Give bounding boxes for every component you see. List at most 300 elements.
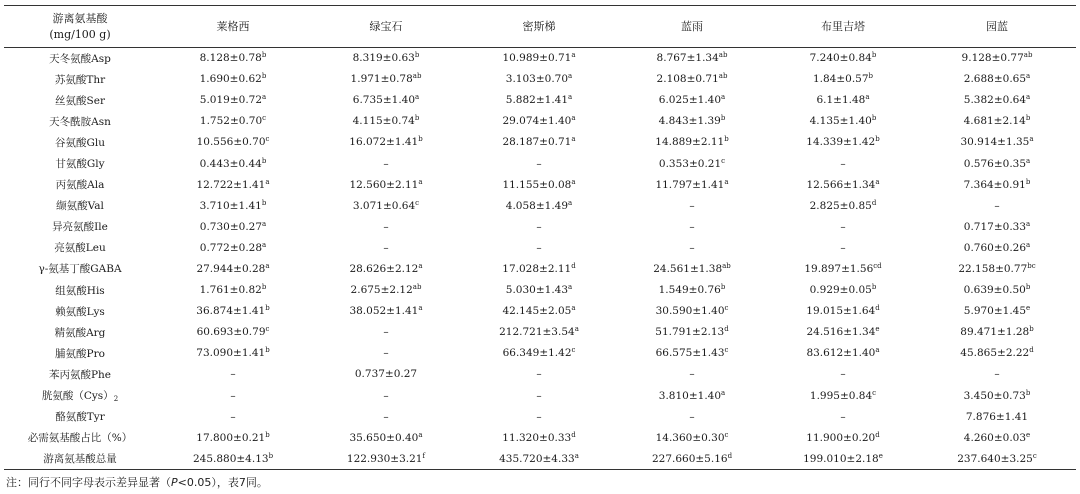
cell-value: 16.072±1.41 bbox=[349, 136, 419, 149]
value-cell bbox=[156, 216, 310, 237]
cell-value: 66.575±1.43 bbox=[655, 347, 725, 360]
value-cell bbox=[462, 448, 616, 469]
significance-letter: e bbox=[1026, 304, 1031, 313]
significance-letter: f bbox=[422, 451, 426, 460]
significance-letter: c bbox=[1032, 451, 1037, 460]
cell-value: 42.145±2.05 bbox=[502, 305, 572, 318]
cell-value: 12.566±1.34 bbox=[806, 178, 876, 191]
value-cell bbox=[310, 216, 462, 237]
significance-letter: a bbox=[265, 261, 270, 270]
significance-letter: a bbox=[571, 304, 576, 313]
cell-value: 51.791±2.13 bbox=[655, 326, 725, 339]
value-cell bbox=[918, 174, 1076, 195]
significance-letter: c bbox=[265, 135, 270, 144]
cell-value: 8.319±0.63 bbox=[352, 52, 415, 65]
cell-value: 11.797±1.41 bbox=[655, 178, 725, 191]
value-cell bbox=[462, 427, 616, 448]
value-cell bbox=[462, 364, 616, 385]
cell-value: 24.516±1.34 bbox=[806, 326, 876, 339]
value-cell bbox=[310, 153, 462, 174]
cell-value: 4.260±0.03 bbox=[963, 431, 1027, 444]
cell-value: 28.626±2.12 bbox=[349, 262, 419, 275]
row-label-text: 谷氨酸Glu bbox=[54, 136, 105, 149]
cell-value: 1.752±0.70 bbox=[199, 115, 263, 128]
cell-value: – bbox=[383, 157, 389, 170]
header-label-cell bbox=[4, 6, 156, 48]
row-label bbox=[4, 343, 156, 364]
table-row bbox=[4, 111, 1076, 132]
row-label-subscript: 2 bbox=[113, 395, 119, 404]
cell-value: 2.688±0.65 bbox=[963, 73, 1027, 86]
significance-letter: a bbox=[571, 114, 576, 123]
row-label bbox=[4, 258, 156, 279]
significance-letter: a bbox=[724, 177, 729, 186]
significance-letter: a bbox=[418, 177, 423, 186]
row-label-text: 必需氨基酸占比（%） bbox=[27, 432, 133, 445]
row-label bbox=[4, 322, 156, 343]
value-cell bbox=[462, 111, 616, 132]
value-cell bbox=[616, 258, 768, 279]
cell-value: 5.882±1.41 bbox=[505, 94, 569, 107]
cell-value: – bbox=[383, 347, 389, 360]
header-row bbox=[4, 6, 1076, 48]
row-label bbox=[4, 448, 156, 469]
value-cell bbox=[156, 406, 310, 427]
cell-value: 11.155±0.08 bbox=[502, 178, 572, 191]
value-cell bbox=[768, 258, 918, 279]
significance-letter: a bbox=[265, 177, 270, 186]
cell-value: 60.693±0.79 bbox=[196, 326, 266, 339]
value-cell bbox=[462, 237, 616, 258]
cell-value: 36.874±1.41 bbox=[196, 305, 266, 318]
cell-value: 28.187±0.71 bbox=[502, 136, 572, 149]
cell-value: 0.737±0.27 bbox=[354, 368, 418, 381]
row-label bbox=[4, 174, 156, 195]
value-cell bbox=[918, 216, 1076, 237]
significance-letter: a bbox=[262, 240, 267, 249]
value-cell bbox=[918, 48, 1076, 69]
value-cell bbox=[918, 364, 1076, 385]
value-cell bbox=[156, 280, 310, 301]
value-cell bbox=[768, 406, 918, 427]
value-cell bbox=[918, 448, 1076, 469]
cell-value: – bbox=[840, 241, 846, 254]
value-cell bbox=[310, 258, 462, 279]
cell-value: 10.989±0.71 bbox=[502, 52, 572, 65]
row-label bbox=[4, 216, 156, 237]
cell-value: – bbox=[230, 410, 236, 423]
value-cell bbox=[616, 69, 768, 90]
value-cell bbox=[616, 195, 768, 216]
significance-letter: a bbox=[571, 177, 576, 186]
significance-letter: b bbox=[265, 304, 270, 313]
value-cell bbox=[768, 364, 918, 385]
cell-value: – bbox=[536, 389, 542, 402]
row-label-text: 天冬氨酸Asp bbox=[49, 52, 111, 65]
row-label bbox=[4, 90, 156, 111]
cell-value: – bbox=[383, 410, 389, 423]
significance-letter: d bbox=[571, 261, 576, 270]
row-label bbox=[4, 111, 156, 132]
cell-value: – bbox=[689, 368, 695, 381]
value-cell bbox=[768, 111, 918, 132]
significance-letter: a bbox=[721, 93, 726, 102]
amino-acid-table bbox=[4, 5, 1076, 470]
significance-letter: a bbox=[568, 72, 573, 81]
significance-letter: b bbox=[724, 135, 729, 144]
significance-letter: b bbox=[868, 72, 874, 81]
value-cell bbox=[616, 48, 768, 69]
value-cell bbox=[768, 90, 918, 111]
significance-letter: a bbox=[1026, 156, 1031, 165]
value-cell bbox=[768, 48, 918, 69]
significance-letter: d bbox=[875, 304, 880, 313]
cell-value: – bbox=[689, 410, 695, 423]
value-cell bbox=[310, 280, 462, 301]
cell-value: 2.825±0.85 bbox=[809, 199, 872, 212]
cell-value: 6.1±1.48 bbox=[816, 94, 866, 107]
value-cell bbox=[616, 322, 768, 343]
cell-value: 3.071±0.64 bbox=[352, 199, 416, 212]
column-header: 蓝雨 bbox=[616, 6, 768, 48]
table-row bbox=[4, 216, 1076, 237]
cell-value: 29.074±1.40 bbox=[502, 115, 572, 128]
value-cell bbox=[156, 69, 310, 90]
value-cell bbox=[768, 132, 918, 153]
row-label-text: 赖氨酸Lys bbox=[55, 305, 105, 318]
significance-letter: c bbox=[262, 114, 267, 123]
cell-value: – bbox=[840, 157, 846, 170]
significance-letter: c bbox=[571, 346, 576, 355]
significance-letter: d bbox=[571, 430, 576, 439]
table-row bbox=[4, 174, 1076, 195]
table-row bbox=[4, 364, 1076, 385]
significance-letter: b bbox=[261, 51, 267, 60]
table-row bbox=[4, 90, 1076, 111]
value-cell bbox=[310, 322, 462, 343]
value-cell bbox=[310, 343, 462, 364]
cell-value: 0.929±0.05 bbox=[809, 284, 872, 297]
significance-letter: b bbox=[261, 283, 267, 292]
cell-value: 14.889±2.11 bbox=[655, 136, 725, 149]
cell-value: 199.010±2.18 bbox=[803, 452, 879, 465]
row-label-text: 丝氨酸Ser bbox=[55, 94, 105, 107]
cell-value: 14.339±1.42 bbox=[806, 136, 876, 149]
cell-value: 0.760±0.26 bbox=[963, 241, 1027, 254]
value-cell bbox=[768, 385, 918, 406]
value-cell bbox=[156, 195, 310, 216]
significance-letter: a bbox=[1026, 72, 1031, 81]
cell-value: 1.971±0.78 bbox=[350, 73, 413, 86]
value-cell bbox=[768, 322, 918, 343]
value-cell bbox=[310, 385, 462, 406]
cell-value: 24.561±1.38 bbox=[653, 262, 723, 275]
row-label bbox=[4, 237, 156, 258]
cell-value: 3.450±0.73 bbox=[963, 389, 1026, 402]
value-cell bbox=[918, 322, 1076, 343]
value-cell bbox=[768, 237, 918, 258]
row-label-text: 组氨酸His bbox=[55, 284, 105, 297]
value-cell bbox=[768, 301, 918, 322]
value-cell bbox=[768, 427, 918, 448]
significance-letter: d bbox=[724, 325, 729, 334]
value-cell bbox=[310, 301, 462, 322]
row-label bbox=[4, 364, 156, 385]
table-row bbox=[4, 406, 1076, 427]
value-cell bbox=[156, 90, 310, 111]
significance-letter: b bbox=[414, 51, 420, 60]
significance-letter: a bbox=[875, 177, 880, 186]
significance-letter: a bbox=[1026, 240, 1031, 249]
value-cell bbox=[156, 111, 310, 132]
cell-value: 17.028±2.11 bbox=[502, 262, 572, 275]
significance-letter: b bbox=[261, 198, 267, 207]
value-cell bbox=[462, 385, 616, 406]
table-row bbox=[4, 153, 1076, 174]
cell-value: 12.722±1.41 bbox=[196, 178, 266, 191]
row-label bbox=[4, 153, 156, 174]
significance-letter: a bbox=[721, 388, 726, 397]
value-cell bbox=[918, 427, 1076, 448]
cell-value: 5.030±1.43 bbox=[505, 284, 569, 297]
significance-letter: b bbox=[720, 283, 726, 292]
cell-value: – bbox=[994, 199, 1000, 212]
value-cell bbox=[310, 427, 462, 448]
value-cell bbox=[462, 301, 616, 322]
significance-letter: b bbox=[1029, 325, 1034, 334]
value-cell bbox=[616, 280, 768, 301]
significance-letter: a bbox=[262, 219, 267, 228]
cell-value: – bbox=[383, 220, 389, 233]
table-row bbox=[4, 343, 1076, 364]
value-cell bbox=[616, 111, 768, 132]
significance-letter: a bbox=[1026, 219, 1031, 228]
cell-value: 6.025±1.40 bbox=[658, 94, 722, 107]
significance-letter: ab bbox=[718, 72, 728, 81]
cell-value: 30.914±1.35 bbox=[960, 136, 1030, 149]
cell-value: 5.382±0.64 bbox=[963, 94, 1027, 107]
value-cell bbox=[156, 364, 310, 385]
value-cell bbox=[462, 406, 616, 427]
row-label bbox=[4, 132, 156, 153]
significance-letter: a bbox=[1026, 93, 1031, 102]
header-label: 游离氨基酸 bbox=[52, 11, 108, 25]
row-label-text: 酪氨酸Tyr bbox=[55, 411, 105, 424]
value-cell bbox=[616, 385, 768, 406]
cell-value: 1.84±0.57 bbox=[812, 73, 869, 86]
value-cell bbox=[918, 258, 1076, 279]
column-header: 密斯梯 bbox=[462, 6, 616, 48]
cell-value: 66.349±1.42 bbox=[502, 347, 572, 360]
cell-value: – bbox=[840, 368, 846, 381]
significance-letter: a bbox=[418, 304, 423, 313]
value-cell bbox=[768, 448, 918, 469]
row-label bbox=[4, 195, 156, 216]
row-label bbox=[4, 301, 156, 322]
value-cell bbox=[616, 90, 768, 111]
significance-letter: a bbox=[568, 93, 573, 102]
value-cell bbox=[310, 132, 462, 153]
value-cell bbox=[918, 69, 1076, 90]
header-unit: (mg/100 g) bbox=[49, 27, 111, 41]
column-header: 园蓝 bbox=[918, 6, 1076, 48]
cell-value: – bbox=[383, 326, 389, 339]
value-cell bbox=[918, 343, 1076, 364]
value-cell bbox=[768, 343, 918, 364]
cell-value: 0.717±0.33 bbox=[963, 220, 1027, 233]
cell-value: 1.549±0.76 bbox=[658, 284, 721, 297]
value-cell bbox=[156, 301, 310, 322]
table-row bbox=[4, 448, 1076, 469]
cell-value: 4.058±1.49 bbox=[505, 199, 569, 212]
cell-value: – bbox=[994, 368, 1000, 381]
value-cell bbox=[462, 322, 616, 343]
cell-value: 10.556±0.70 bbox=[196, 136, 266, 149]
cell-value: 27.944±0.28 bbox=[196, 262, 266, 275]
cell-value: 237.640±3.25 bbox=[957, 452, 1033, 465]
cell-value: 7.240±0.84 bbox=[809, 52, 872, 65]
significance-letter: c bbox=[724, 304, 729, 313]
note-p-symbol: P bbox=[171, 476, 178, 489]
cell-value: 0.772±0.28 bbox=[199, 241, 263, 254]
significance-letter: b bbox=[871, 283, 877, 292]
significance-letter: b bbox=[265, 430, 270, 439]
significance-letter: b bbox=[418, 135, 423, 144]
cell-value: 89.471±1.28 bbox=[960, 326, 1030, 339]
value-cell bbox=[616, 448, 768, 469]
value-cell bbox=[462, 48, 616, 69]
value-cell bbox=[918, 301, 1076, 322]
value-cell bbox=[918, 280, 1076, 301]
significance-letter: d bbox=[1029, 346, 1034, 355]
note-prefix: 注：同行不同字母表示差异显著（ bbox=[6, 476, 171, 489]
value-cell bbox=[768, 195, 918, 216]
cell-value: 0.353±0.21 bbox=[658, 157, 722, 170]
value-cell bbox=[616, 427, 768, 448]
row-label-text: 异亮氨酸Ile bbox=[52, 221, 108, 234]
value-cell bbox=[616, 406, 768, 427]
value-cell bbox=[156, 153, 310, 174]
cell-value: 4.135±1.40 bbox=[809, 115, 872, 128]
cell-value: – bbox=[840, 410, 846, 423]
significance-letter: b bbox=[875, 135, 880, 144]
cell-value: 4.681±2.14 bbox=[963, 115, 1026, 128]
value-cell bbox=[310, 364, 462, 385]
significance-letter: e bbox=[1026, 430, 1031, 439]
cell-value: 1.761±0.82 bbox=[199, 284, 262, 297]
significance-letter: b bbox=[414, 114, 420, 123]
value-cell bbox=[310, 69, 462, 90]
significance-letter: e bbox=[878, 451, 883, 460]
cell-value: 4.843±1.39 bbox=[658, 115, 721, 128]
row-label-text: 游离氨基酸总量 bbox=[43, 453, 117, 466]
cell-value: 8.128±0.78 bbox=[199, 52, 262, 65]
cell-value: – bbox=[383, 241, 389, 254]
significance-letter: ab bbox=[1023, 51, 1033, 60]
row-label-text: 甘氨酸Gly bbox=[55, 158, 105, 171]
table-row bbox=[4, 237, 1076, 258]
significance-letter: a bbox=[574, 325, 579, 334]
value-cell bbox=[156, 385, 310, 406]
significance-letter: e bbox=[875, 325, 880, 334]
value-cell bbox=[918, 153, 1076, 174]
value-cell bbox=[156, 132, 310, 153]
table-row bbox=[4, 427, 1076, 448]
cell-value: 245.880±4.13 bbox=[192, 452, 269, 465]
significance-letter: cd bbox=[873, 261, 882, 270]
table-row bbox=[4, 280, 1076, 301]
row-label-text: 苯丙氨酸Phe bbox=[48, 368, 112, 381]
significance-letter: bc bbox=[1027, 261, 1036, 270]
value-cell bbox=[156, 48, 310, 69]
significance-letter: c bbox=[724, 346, 729, 355]
significance-letter: a bbox=[1029, 135, 1034, 144]
cell-value: 9.128±0.77 bbox=[961, 52, 1024, 65]
cell-value: – bbox=[536, 157, 542, 170]
value-cell bbox=[616, 364, 768, 385]
significance-letter: ab bbox=[412, 283, 422, 292]
value-cell bbox=[616, 301, 768, 322]
table-row bbox=[4, 48, 1076, 69]
cell-value: 8.767±1.34 bbox=[656, 52, 719, 65]
row-label-text: 精氨酸Arg bbox=[54, 326, 106, 339]
significance-letter: c bbox=[415, 198, 420, 207]
value-cell bbox=[156, 174, 310, 195]
significance-letter: a bbox=[865, 93, 870, 102]
cell-value: 19.897±1.56 bbox=[804, 262, 874, 275]
cell-value: – bbox=[536, 241, 542, 254]
value-cell bbox=[918, 132, 1076, 153]
cell-value: 212.721±3.54 bbox=[499, 326, 575, 339]
significance-letter: d bbox=[875, 430, 880, 439]
value-cell bbox=[156, 237, 310, 258]
cell-value: 35.650±0.40 bbox=[349, 431, 419, 444]
cell-value: 45.865±2.22 bbox=[960, 347, 1030, 360]
value-cell bbox=[462, 132, 616, 153]
row-label bbox=[4, 406, 156, 427]
row-label-text: 脯氨酸Pro bbox=[55, 347, 105, 360]
value-cell bbox=[462, 153, 616, 174]
row-label-text: γ-氨基丁酸GABA bbox=[38, 263, 122, 276]
significance-letter: a bbox=[262, 93, 267, 102]
cell-value: 7.876±1.41 bbox=[965, 410, 1029, 423]
cell-value: 1.995±0.84 bbox=[809, 389, 873, 402]
value-cell bbox=[462, 280, 616, 301]
value-cell bbox=[462, 174, 616, 195]
cell-value: – bbox=[383, 389, 389, 402]
table-note bbox=[6, 474, 268, 490]
table-row bbox=[4, 385, 1076, 406]
significance-letter: b bbox=[1025, 114, 1031, 123]
row-label-text: 天冬酰胺Asn bbox=[49, 115, 111, 128]
value-cell bbox=[918, 237, 1076, 258]
value-cell bbox=[462, 343, 616, 364]
value-cell bbox=[768, 174, 918, 195]
value-cell bbox=[462, 216, 616, 237]
value-cell bbox=[616, 132, 768, 153]
row-label-text: 缬氨酸Val bbox=[56, 200, 104, 213]
significance-letter: c bbox=[872, 388, 877, 397]
significance-letter: b bbox=[1025, 388, 1031, 397]
significance-letter: ab bbox=[718, 51, 728, 60]
significance-letter: a bbox=[568, 283, 573, 292]
significance-letter: a bbox=[571, 51, 576, 60]
value-cell bbox=[918, 195, 1076, 216]
table-row bbox=[4, 69, 1076, 90]
value-cell bbox=[462, 69, 616, 90]
cell-value: – bbox=[230, 368, 236, 381]
significance-letter: ab bbox=[412, 72, 422, 81]
